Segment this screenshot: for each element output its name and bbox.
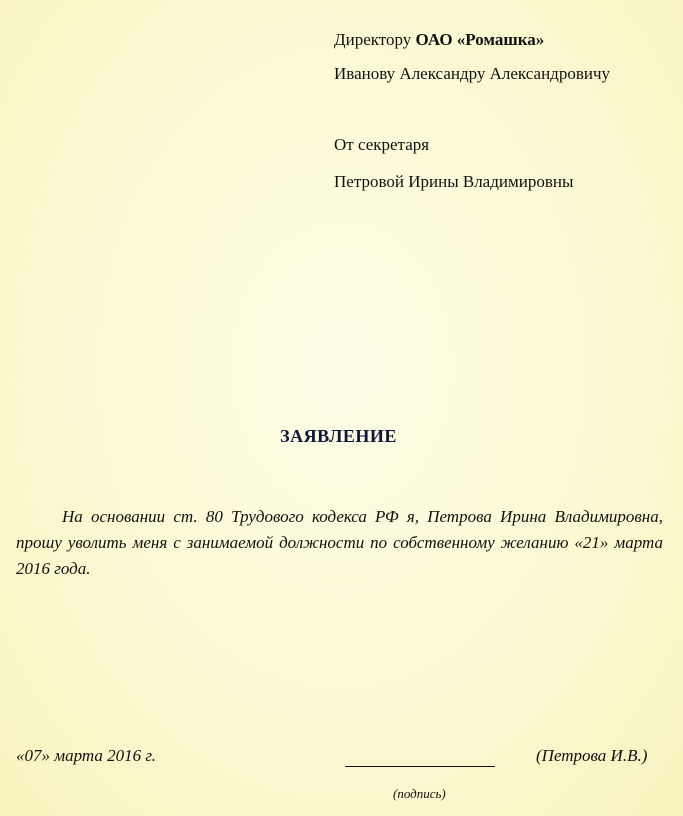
signature-caption: (подпись) xyxy=(393,786,446,801)
addressee-position: Директору xyxy=(334,30,416,49)
statement-date: «07» марта 2016 г. xyxy=(16,746,157,765)
sender-position: От секретаря xyxy=(334,135,430,154)
signature-name: (Петрова И.В.) xyxy=(536,746,648,765)
sender-name: Петровой Ирины Владимировны xyxy=(334,172,574,191)
addressee-line-1 xyxy=(334,23,610,57)
addressee-company: ОАО «Ромашка» xyxy=(415,30,545,49)
signature-line xyxy=(345,766,495,767)
addressee-name: Иванову Александру Александровичу xyxy=(334,64,610,83)
statement-body: На основании ст. 80 Трудового кодекса РФ я, Петрова Ирина Владимировна, прошу уволить меня с занимаемой должности по собственному желанию «21» марта 2016 года. xyxy=(16,507,663,578)
sender-block xyxy=(334,126,573,200)
document-title: ЗАЯВЛЕНИЕ xyxy=(280,426,397,446)
addressee-block xyxy=(334,23,610,91)
